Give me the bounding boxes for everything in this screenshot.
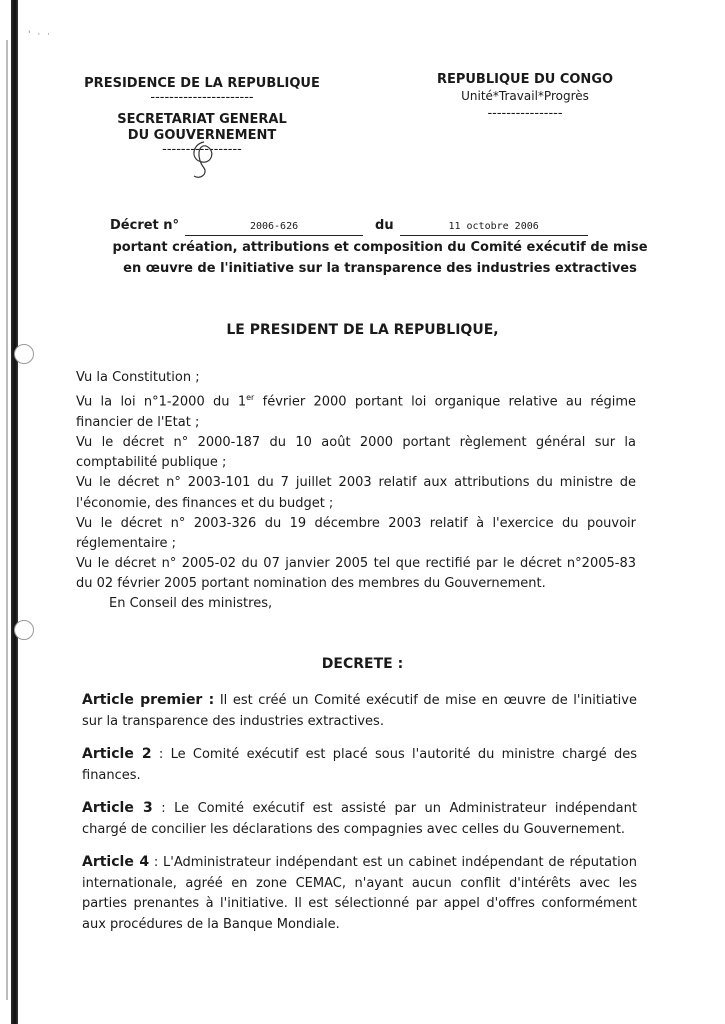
decree-title xyxy=(110,218,650,279)
header-right xyxy=(425,72,625,121)
decree-prefix: Décret n° xyxy=(110,218,180,233)
article-text: Il est créé un Comité exécutif de mise en œuvre de l'initiative sur la transparence des industries extractives. xyxy=(82,693,637,729)
decree-number: 2006-626 xyxy=(185,221,363,236)
visa-line: Vu le décret n° 2003-101 du 7 juillet 2003 relatif aux attributions du ministre de l'économie, des finances et du budget ; xyxy=(76,475,636,511)
punch-hole xyxy=(14,344,34,364)
president-heading: LE PRESIDENT DE LA REPUBLIQUE, xyxy=(226,322,499,338)
article-4 xyxy=(82,852,637,935)
visas-block xyxy=(76,368,636,595)
secretariat-line1: SECRETARIAT GENERAL xyxy=(117,112,287,127)
secretariat-line2: DU GOUVERNEMENT xyxy=(127,128,277,143)
conseil-line: En Conseil des ministres, xyxy=(109,596,273,611)
header-divider: ---------------- xyxy=(487,106,563,121)
country-motto: Unité*Travail*Progrès xyxy=(461,89,589,103)
article-3 xyxy=(82,798,637,840)
article-text: : Le Comité exécutif est assisté par un Administrateur indépendant chargé de concilier les déclarations des compagnies avec celles du Gouvernement. xyxy=(82,801,637,837)
decree-du: du xyxy=(375,218,394,233)
article-text: : Le Comité exécutif est placé sous l'autorité du ministre chargé des finances. xyxy=(82,747,637,783)
visa-line: Vu le décret n° 2000-187 du 10 août 2000 portant règlement général sur la comptabilité publique ; xyxy=(76,434,636,471)
decree-date: 11 octobre 2006 xyxy=(400,221,588,236)
article-text: : L'Administrateur indépendant est un cabinet indépendant de réputation internationale, agréé en zone CEMAC, n'ayant aucun conflit d'intérêts avec les parties prenantes à l'initiative. Il est sélectionné par appel d'offres conformément aux procédures de la Banque Mondiale. xyxy=(82,855,637,932)
articles-block xyxy=(82,690,637,947)
article-2 xyxy=(82,744,637,786)
article-label: Article premier : xyxy=(82,692,215,708)
handwritten-flourish-icon xyxy=(182,138,228,182)
presidence-title: PRESIDENCE DE LA REPUBLIQUE xyxy=(84,76,320,91)
decrete-heading: DECRETE : xyxy=(321,656,404,672)
scan-mark: ' · · xyxy=(28,30,52,40)
decree-subtitle-line1: portant création, attributions et composition du Comité exécutif de mise xyxy=(112,240,648,255)
visa-line: Vu la loi n°1-2000 du 1er février 2000 portant loi organique relative au régime financier de l'Etat ; xyxy=(76,393,636,430)
article-label: Article 2 xyxy=(82,746,152,762)
country-title: REPUBLIQUE DU CONGO xyxy=(436,72,614,87)
article-label: Article 3 xyxy=(82,800,153,816)
visa-line: Vu la Constitution ; xyxy=(76,370,200,385)
visa-line: Vu le décret n° 2005-02 du 07 janvier 2005 tel que rectifié par le décret n°2005-83 du 02 février 2005 portant nomination des membres du Gouvernement. xyxy=(76,556,636,592)
header-divider: ----------------- xyxy=(162,142,242,157)
punch-hole xyxy=(14,620,34,640)
scan-binding-edge xyxy=(11,0,18,1024)
article-label: Article 4 xyxy=(82,854,150,870)
visa-line: Vu le décret n° 2003-326 du 19 décembre 2003 relatif à l'exercice du pouvoir réglementaire ; xyxy=(76,515,636,551)
scan-shadow-line xyxy=(6,40,8,1000)
header-divider: ---------------------- xyxy=(150,90,254,105)
decree-subtitle-line2: en œuvre de l'initiative sur la transparence des industries extractives xyxy=(123,261,637,276)
article-1 xyxy=(82,690,637,732)
